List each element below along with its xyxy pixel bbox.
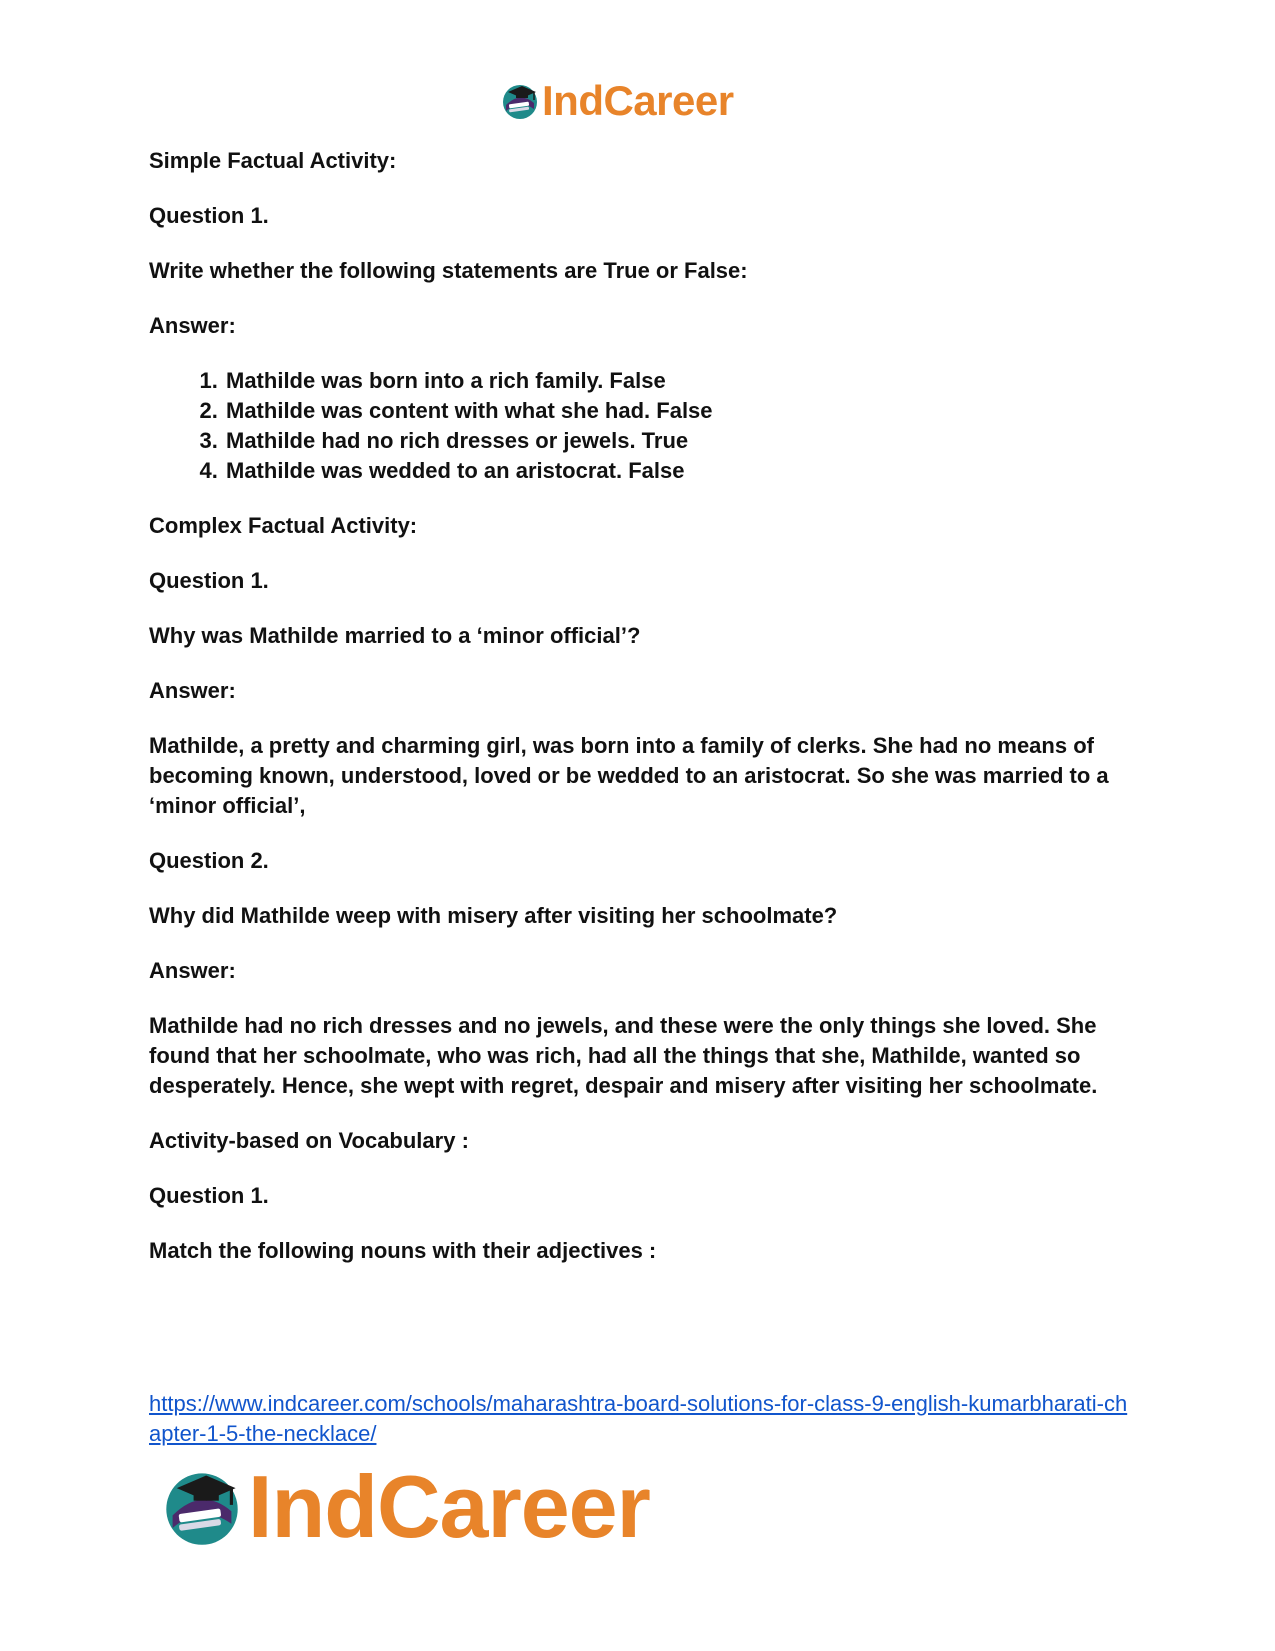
graduation-cap-books-icon [160,1465,244,1549]
answer-text: Mathilde had no rich dresses and no jewels, and these were the only things she loved. She found that her schoolmate, who was rich, had all the things that she, Mathilde, wanted so desperately. Hence, she wept with regret, despair and misery after visiting her schoolmate. [149,1013,1098,1098]
section-heading-complex: Complex Factual Activity: [149,513,418,538]
question-label: Question 1. [149,1183,269,1208]
answer-label: Answer: [149,313,236,338]
section-heading-vocabulary: Activity-based on Vocabulary : [149,1128,469,1153]
list-item: 3. Mathilde had no rich dresses or jewels. True [224,426,1129,456]
question-label: Question 1. [149,568,269,593]
answer-list [149,366,1129,486]
question-label: Question 2. [149,848,269,873]
header-logo [500,78,734,124]
document-body [149,146,1129,1291]
answer-text: Mathilde, a pretty and charming girl, was born into a family of clerks. She had no means of becoming known, understood, loved or be wedded to an aristocrat. So she was married to a ‘minor official’, [149,733,1109,818]
question-text: Match the following nouns with their adjectives : [149,1238,657,1263]
answer-label: Answer: [149,958,236,983]
section-heading-simple: Simple Factual Activity: [149,148,397,173]
question-text: Why was Mathilde married to a ‘minor official’? [149,623,641,648]
list-item: 1. Mathilde was born into a rich family. False [224,366,1129,396]
list-item: 2. Mathilde was content with what she had. False [224,396,1129,426]
footer-logo [160,1457,650,1556]
answer-label: Answer: [149,678,236,703]
source-link[interactable]: https://www.indcareer.com/schools/maharashtra-board-solutions-for-class-9-english-kumarbharati-chapter-1-5-the-necklace/ [149,1391,1128,1446]
graduation-cap-books-icon [500,81,540,121]
logo-text: IndCareer [248,1457,650,1556]
list-item: 4. Mathilde was wedded to an aristocrat. False [224,456,1129,486]
question-label: Question 1. [149,203,269,228]
question-text: Write whether the following statements are True or False: [149,258,748,283]
question-text: Why did Mathilde weep with misery after visiting her schoolmate? [149,903,838,928]
logo-text: IndCareer [542,77,734,124]
